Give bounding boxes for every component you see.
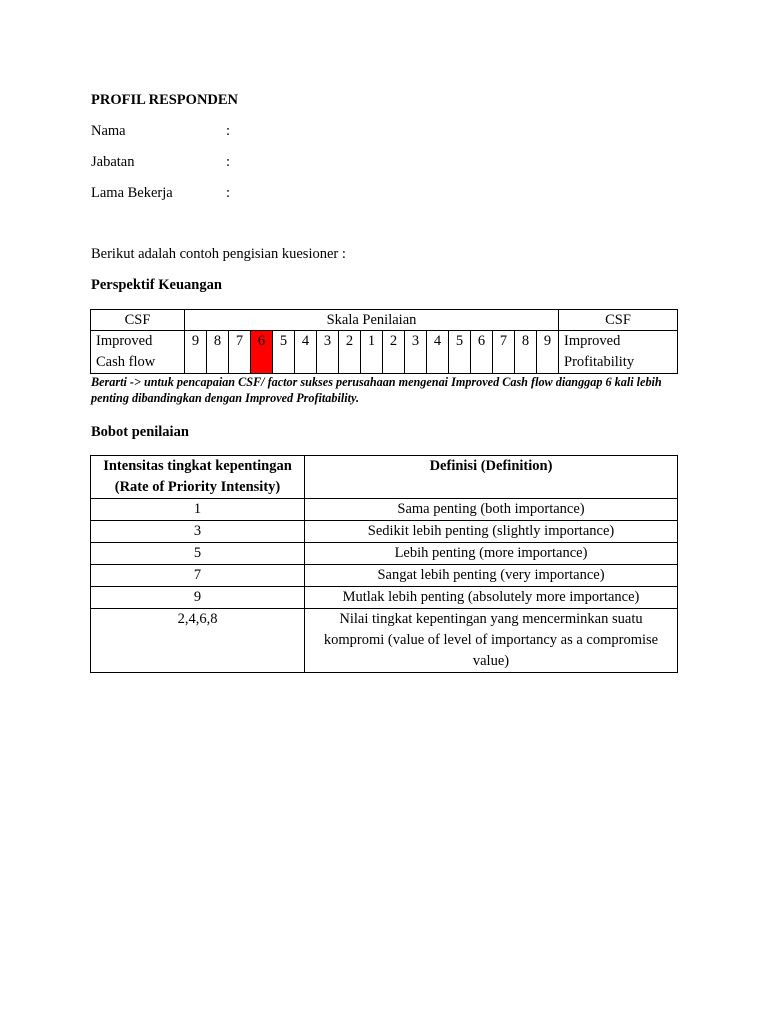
field-label-jabatan: Jabatan xyxy=(91,154,135,170)
right-csf-line-2: Profitability xyxy=(564,354,635,370)
scale-cell[interactable]: 1 xyxy=(361,331,383,374)
scale-cell[interactable]: 5 xyxy=(273,331,295,374)
definition-line: Nilai tingkat kepentingan yang mencerminkan suatu xyxy=(339,611,643,627)
right-csf-header: CSF xyxy=(559,310,678,331)
left-csf-cell xyxy=(91,331,185,374)
scale-cell[interactable]: 4 xyxy=(295,331,317,374)
table-row xyxy=(91,609,678,673)
field-label-lama-bekerja: Lama Bekerja xyxy=(91,185,173,201)
definition-cell xyxy=(305,609,678,673)
right-csf-cell xyxy=(559,331,678,374)
scale-cell[interactable]: 7 xyxy=(493,331,515,374)
intensity-header xyxy=(91,456,305,499)
scale-cell[interactable]: 3 xyxy=(317,331,339,374)
scale-cell[interactable]: 6 xyxy=(471,331,493,374)
scale-cell[interactable]: 5 xyxy=(449,331,471,374)
scale-cell[interactable]: 9 xyxy=(185,331,207,374)
intensity-cell: 2,4,6,8 xyxy=(91,609,305,673)
note-line-2: penting dibandingkan dengan Improved Profitability. xyxy=(91,391,360,405)
weights-title: Bobot penilaian xyxy=(91,424,189,440)
field-label-nama: Nama xyxy=(91,123,126,139)
profile-title: PROFIL RESPONDEN xyxy=(91,92,239,108)
table-row xyxy=(91,543,678,565)
weight-table xyxy=(90,455,678,673)
left-csf-header: CSF xyxy=(91,310,185,331)
definition-line: kompromi (value of level of importancy as a compromise xyxy=(323,632,659,648)
note-line-1: Berarti -> untuk pencapaian CSF/ factor sukses perusahaan mengenai Improved Cash flow dianggap 6 kali lebih xyxy=(91,375,662,389)
scale-cell-selected[interactable]: 6 xyxy=(251,331,273,374)
intensity-cell: 1 xyxy=(91,499,305,521)
scale-table xyxy=(90,309,678,374)
table-row xyxy=(91,521,678,543)
left-csf-line-1: Improved xyxy=(96,333,153,349)
scale-cell[interactable]: 7 xyxy=(229,331,251,374)
left-csf-line-2: Cash flow xyxy=(96,354,156,370)
definition-line: value) xyxy=(472,653,510,669)
perspective-title: Perspektif Keuangan xyxy=(91,277,222,293)
scale-cell[interactable]: 2 xyxy=(383,331,405,374)
scale-header-row xyxy=(91,310,678,331)
weight-header-row xyxy=(91,456,678,499)
scale-row xyxy=(91,331,678,374)
intensity-cell: 3 xyxy=(91,521,305,543)
definition-header-text: Definisi (Definition) xyxy=(429,458,553,474)
scale-cell[interactable]: 9 xyxy=(537,331,559,374)
definition-cell: Sangat lebih penting (very importance) xyxy=(305,565,678,587)
intensity-cell: 7 xyxy=(91,565,305,587)
scale-cell[interactable]: 8 xyxy=(207,331,229,374)
scale-cell[interactable]: 4 xyxy=(427,331,449,374)
intensity-header-line-1: Intensitas tingkat kepentingan xyxy=(103,458,292,474)
scale-header: Skala Penilaian xyxy=(185,310,559,331)
right-csf-line-1: Improved xyxy=(564,333,621,349)
definition-cell: Lebih penting (more importance) xyxy=(305,543,678,565)
scale-cell[interactable]: 2 xyxy=(339,331,361,374)
scale-cell[interactable]: 8 xyxy=(515,331,537,374)
intro-text: Berikut adalah contoh pengisian kuesioner : xyxy=(91,246,346,262)
table-row xyxy=(91,587,678,609)
definition-cell: Sama penting (both importance) xyxy=(305,499,678,521)
definition-header xyxy=(305,456,678,499)
table-row xyxy=(91,565,678,587)
field-colon-lama-bekerja: : xyxy=(226,185,231,201)
intensity-cell: 9 xyxy=(91,587,305,609)
field-colon-jabatan: : xyxy=(226,154,231,170)
table-row xyxy=(91,499,678,521)
intensity-cell: 5 xyxy=(91,543,305,565)
definition-cell: Mutlak lebih penting (absolutely more importance) xyxy=(305,587,678,609)
definition-cell: Sedikit lebih penting (slightly importance) xyxy=(305,521,678,543)
field-colon-nama: : xyxy=(226,123,231,139)
scale-cell[interactable]: 3 xyxy=(405,331,427,374)
intensity-header-line-2: (Rate of Priority Intensity) xyxy=(114,479,281,495)
